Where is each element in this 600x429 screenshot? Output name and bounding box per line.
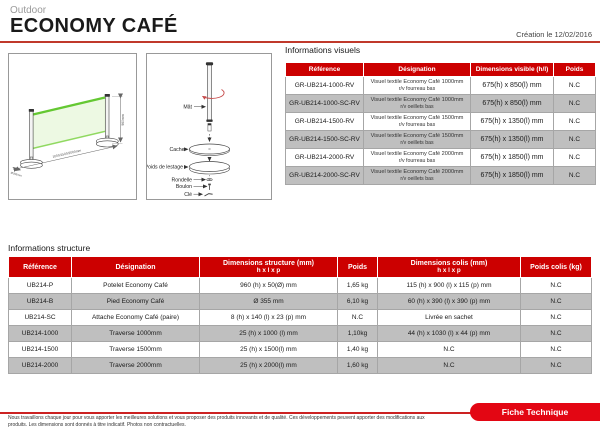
dimensions-cell: 675(h) x 850(l) mm [471,77,554,95]
dim-colis-cell: N.C [378,342,521,358]
ref-cell: UB214-P [9,278,72,294]
dim-structure-cell: 25 (h) x 2000(l) mm [200,358,338,374]
disclaimer-line-1: Nous travaillons chaque jour pour vous apporter les meilleures solutions et vous proposer des produits innovants et de qualité. Ces développements peuvent apporter des modifications aux [8,415,425,421]
poids-cell: N.C [554,113,596,131]
designation-cell: Pied Economy Café [72,294,200,310]
dim-structure-cell: 8 (h) x 140 (l) x 23 (p) mm [200,310,338,326]
structure-header-dim-colis: Dimensions colis (mm) h x l x p [378,257,521,278]
structure-section-title: Informations structure [8,243,91,253]
structure-header-dim-structure: Dimensions structure (mm) h x l x p [200,257,338,278]
structure-header-designation: Désignation [72,257,200,278]
designation-cell: Visuel textile Economy Café 2000mm r/v oeillets bas [364,167,471,185]
ballast-weight-disc [190,162,230,175]
visuals-header-dimensions: Dimensions visible (h/l) [471,63,554,77]
cache-disc [190,144,230,156]
visuals-header-poids: Poids [554,63,596,77]
height-dimension-label: 960mm [121,114,125,126]
visuals-header-designation: Désignation [364,63,471,77]
poids-colis-cell: N.C [521,342,592,358]
mast [206,62,213,131]
visuals-section-title: Informations visuels [285,45,361,55]
dimensions-cell: 675(h) x 1350(l) mm [471,131,554,149]
washer-label: Rondelle [171,177,192,184]
designation-cell: Visuel textile Economy Café 1000mm r/v oeillets bas [364,95,471,113]
poids-cell: 1,10kg [338,326,378,342]
poids-cell: N.C [338,310,378,326]
poids-cell: N.C [554,77,596,95]
designation-cell: Visuel textile Economy Café 1500mm r/v oeillets bas [364,131,471,149]
dim-structure-cell: Ø 355 mm [200,294,338,310]
poids-colis-cell: N.C [521,358,592,374]
dim-colis-cell: 60 (h) x 390 (l) x 390 (p) mm [378,294,521,310]
dim-structure-cell: 960 (h) x 50(Ø) mm [200,278,338,294]
dim-structure-cell: 25 (h) x 1500(l) mm [200,342,338,358]
creation-date: Création le 12/02/2016 [516,30,592,39]
table-row [286,149,596,167]
dimensions-cell: 675(h) x 1850(l) mm [471,167,554,185]
table-row [9,294,592,310]
exploded-view-panel [146,53,272,200]
ref-cell: UB214-1500 [9,342,72,358]
bolt [208,184,211,190]
table-row [286,167,596,185]
rotation-arrow [203,90,225,99]
dim-colis-cell: N.C [378,358,521,374]
bolt-label: Boulon [175,184,192,191]
footer-disclaimer [8,415,458,429]
ballast-weight-label: Poids de lestage [147,164,183,171]
table-row [286,113,596,131]
length-dimension-label: 1000/1500/2000mm [52,148,82,159]
key-tool [205,194,213,196]
poids-cell: 1,40 kg [338,342,378,358]
visuals-header-row [286,63,596,77]
page-title: ECONOMY CAFÉ [10,15,178,37]
disclaimer-line-2: produits. Les dimensions sont donnés à titre indicatif. Photos non contractuelles. [8,421,186,428]
structure-table [8,256,592,374]
washer [207,179,212,181]
base-dimension-label: Ø355mm [10,170,23,178]
dimensions-cell: 675(h) x 850(l) mm [471,95,554,113]
table-row [9,278,592,294]
poids-cell: N.C [554,149,596,167]
poids-colis-cell: N.C [521,294,592,310]
designation-cell: Attache Economy Café (paire) [72,310,200,326]
poids-colis-cell: N.C [521,326,592,342]
dim-structure-cell: 25 (h) x 1000 (l) mm [200,326,338,342]
dim-colis-cell: 115 (h) x 900 (l) x 115 (p) mm [378,278,521,294]
assembled-view-panel [8,53,137,200]
poids-cell: 6,10 kg [338,294,378,310]
designation-cell: Potelet Economy Café [72,278,200,294]
visuals-header-reference: Référence [286,63,364,77]
poids-cell: 1,60 kg [338,358,378,374]
dim-colis-cell: 44 (h) x 1030 (l) x 44 (p) mm [378,326,521,342]
table-row [9,326,592,342]
structure-header-poids: Poids [338,257,378,278]
table-row [286,77,596,95]
ref-cell: GR-UB214-1000-RV [286,77,364,95]
cache-label: Cache [169,147,185,153]
designation-cell: Traverse 1000mm [72,326,200,342]
ref-cell: GR-UB214-1500-SC-RV [286,131,364,149]
header-divider [0,41,600,43]
exploded-view-diagram [147,54,271,199]
ref-cell: UB214-SC [9,310,72,326]
table-row [9,342,592,358]
ref-cell: GR-UB214-2000-RV [286,149,364,167]
designation-cell: Visuel textile Economy Café 1000mm r/v fourreau bas [364,77,471,95]
ref-cell: UB214-B [9,294,72,310]
base-dimension [10,168,23,179]
poids-colis-cell: N.C [521,278,592,294]
dimensions-cell: 675(h) x 1350(l) mm [471,113,554,131]
designation-cell: Traverse 1500mm [72,342,200,358]
designation-cell: Visuel textile Economy Café 1500mm r/v fourreau bas [364,113,471,131]
ref-cell: GR-UB214-1000-SC-RV [286,95,364,113]
ref-cell: GR-UB214-1500-RV [286,113,364,131]
table-row [286,131,596,149]
designation-cell: Visuel textile Economy Café 2000mm r/v fourreau bas [364,149,471,167]
poids-cell: N.C [554,95,596,113]
poids-cell: N.C [554,131,596,149]
ref-cell: GR-UB214-2000-SC-RV [286,167,364,185]
poids-cell: 1,65 kg [338,278,378,294]
dimensions-cell: 675(h) x 1850(l) mm [471,149,554,167]
mast-label: Mât [183,104,192,111]
product-category: Outdoor [10,5,47,16]
designation-cell: Traverse 2000mm [72,358,200,374]
assembled-view-diagram [9,54,136,199]
key-label: Clé [184,192,192,198]
height-dimension [112,97,125,144]
table-row [286,95,596,113]
table-row [9,358,592,374]
structure-header-row [9,257,592,278]
ref-cell: UB214-2000 [9,358,72,374]
table-row [9,310,592,326]
structure-header-poids-colis: Poids colis (kg) [521,257,592,278]
structure-header-reference: Référence [9,257,72,278]
ref-cell: UB214-1000 [9,326,72,342]
poids-colis-cell: N.C [521,310,592,326]
poids-cell: N.C [554,167,596,185]
visuals-table [285,62,596,185]
dim-colis-cell: Livrée en sachet [378,310,521,326]
fiche-technique-button[interactable]: Fiche Technique [470,403,600,421]
